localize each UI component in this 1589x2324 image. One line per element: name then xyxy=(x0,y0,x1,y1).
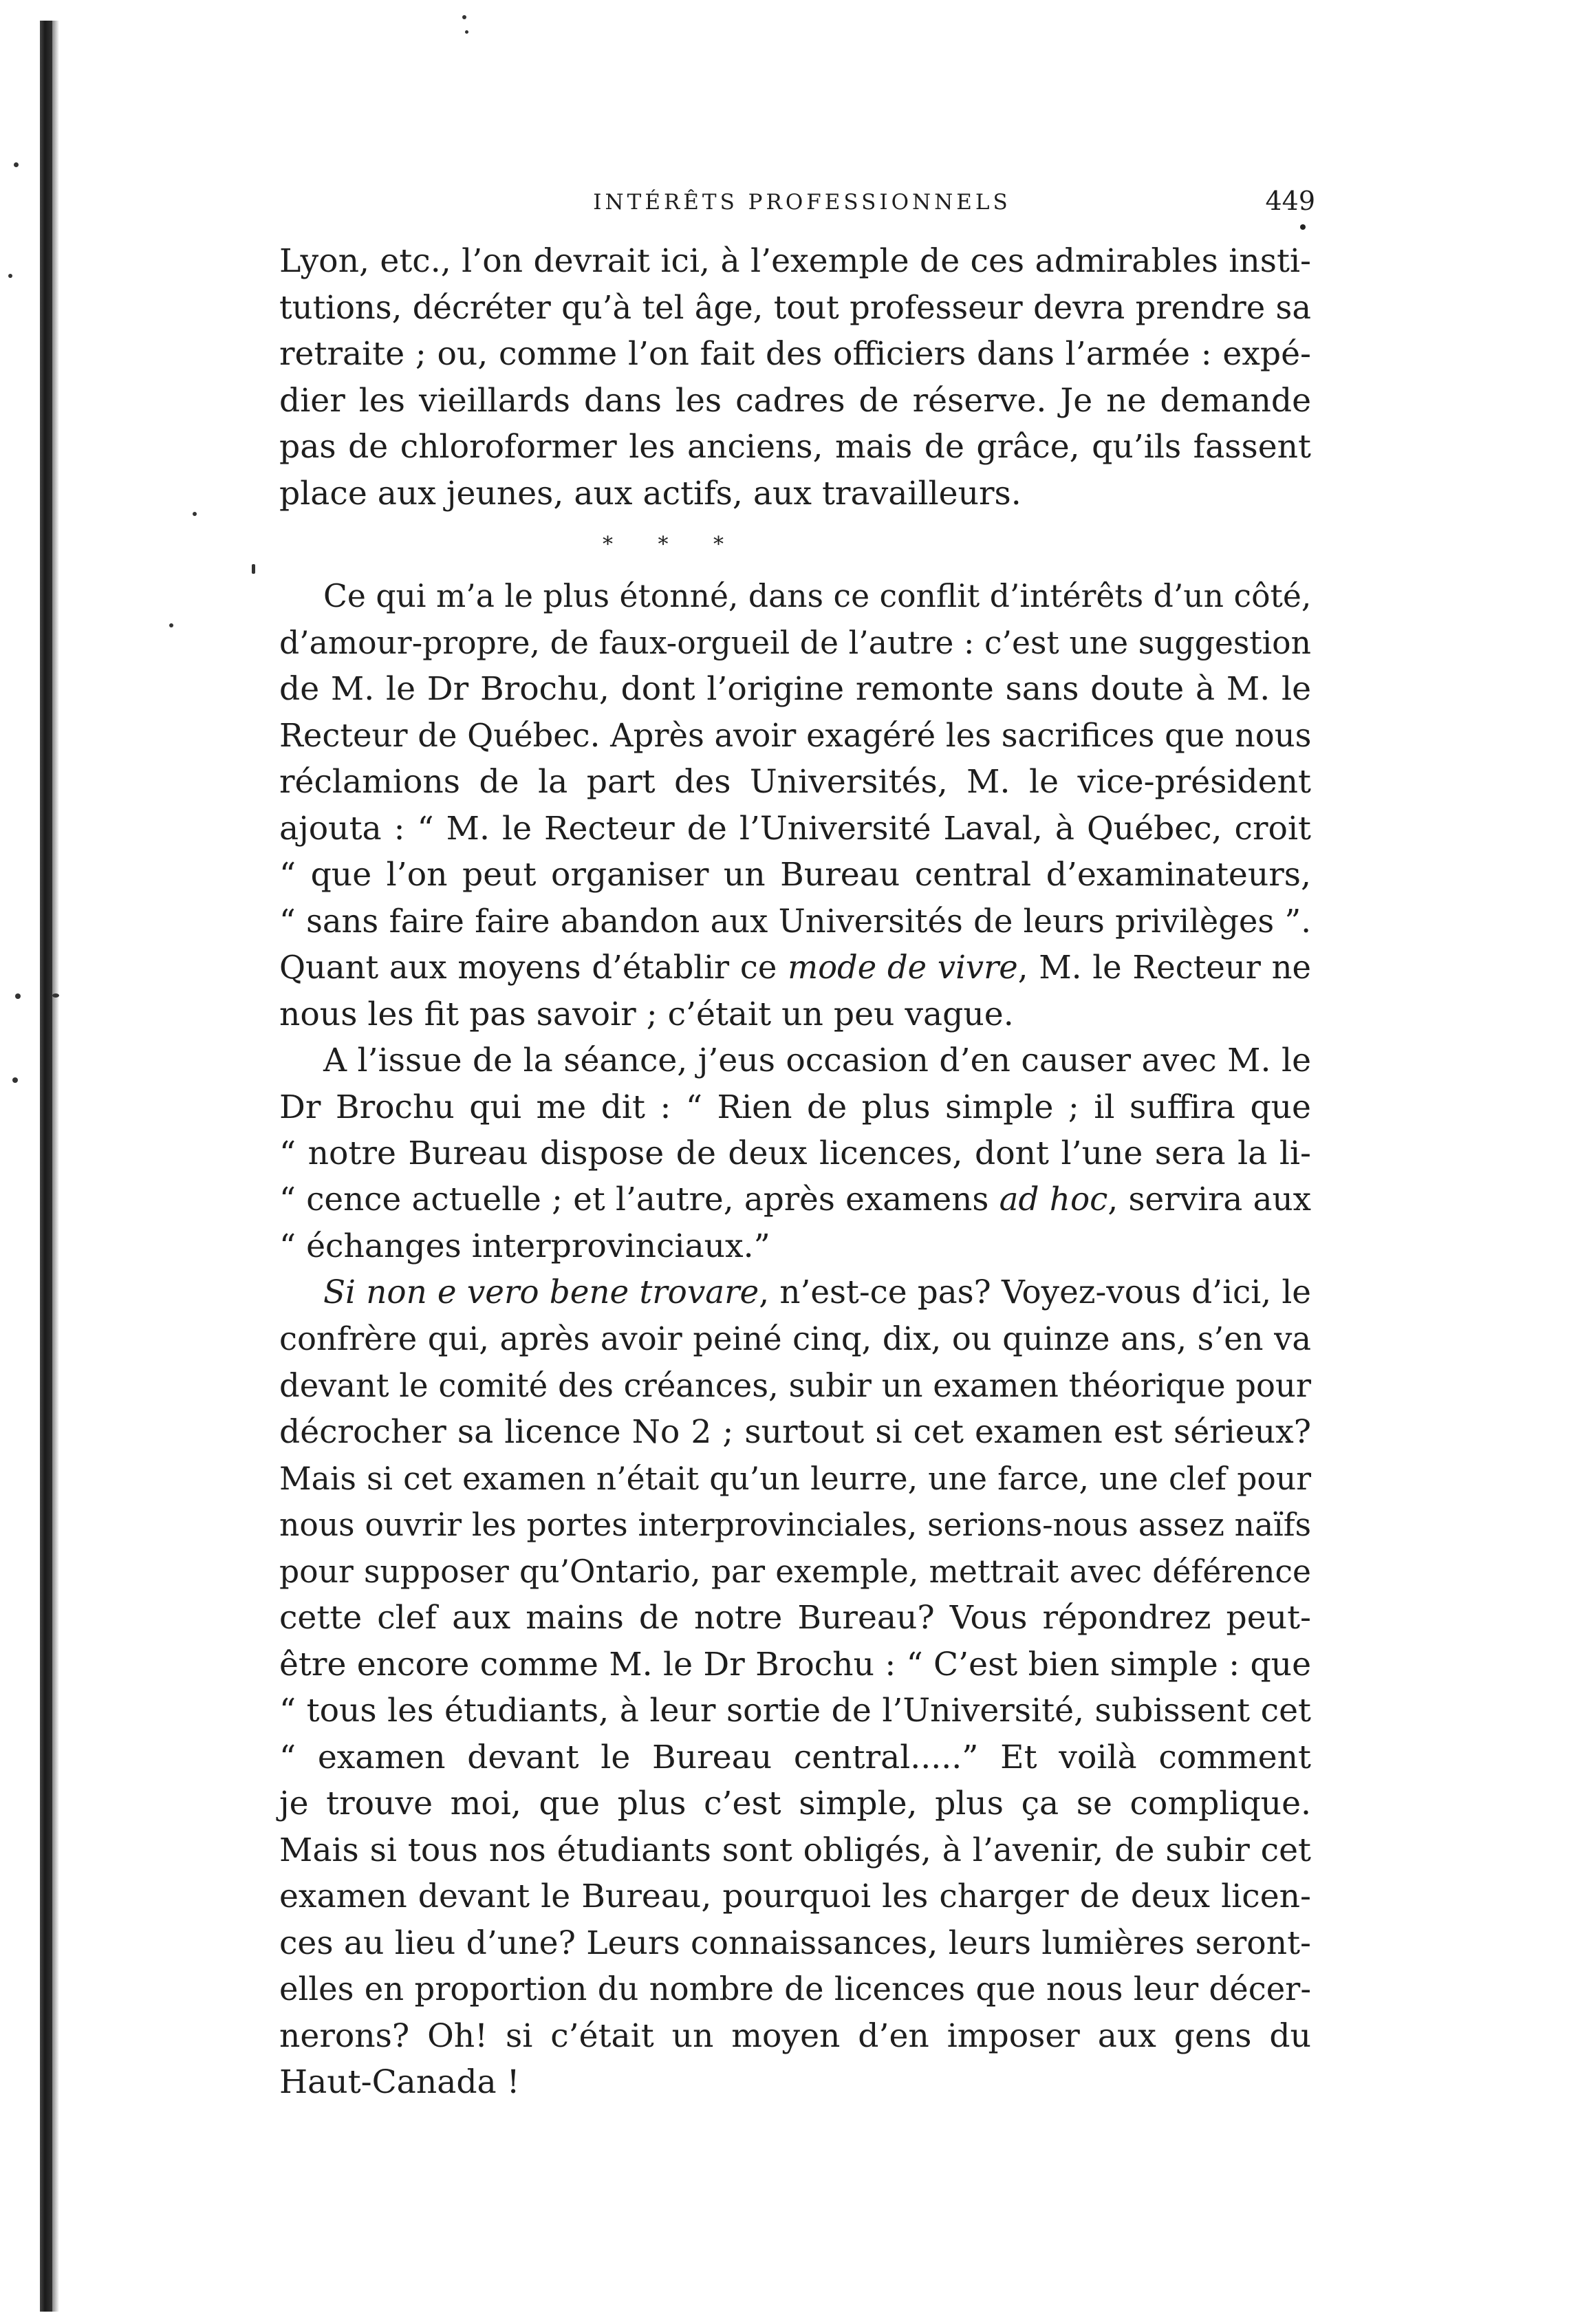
text-line: Si non e vero bene trovare, n’est-ce pas? Voyez-vous d’ici, le xyxy=(323,1273,1311,1311)
italic-phrase: Si non e vero bene trovare xyxy=(323,1273,759,1311)
text-line: nous les fit pas savoir ; c’était un peu vague. xyxy=(279,995,1014,1033)
text-line: Dr Brochu qui me dit : “ Rien de plus simple ; il suffira que xyxy=(279,1088,1311,1126)
paragraph-3 xyxy=(279,1037,1311,1270)
scan-speck xyxy=(8,274,12,278)
text-line: Recteur de Québec. Après avoir exagéré les sacrifices que nous xyxy=(279,716,1312,754)
text-line: cette clef aux mains de notre Bureau? Vous répondrez peut- xyxy=(279,1599,1311,1637)
scan-speck xyxy=(252,564,255,574)
book-page xyxy=(279,186,1315,2106)
text-line: “ examen devant le Bureau central.....” Et voilà comment xyxy=(279,1738,1311,1776)
paragraph-1 xyxy=(279,238,1311,517)
text-line: “ sans faire faire abandon aux Universités de leurs privilèges ”. xyxy=(279,902,1311,940)
scan-speck xyxy=(465,30,468,34)
text-line: Haut-Canada ! xyxy=(279,2063,520,2101)
text-line: je trouve moi, que plus c’est simple, plus ça se complique. xyxy=(279,1785,1311,1822)
scan-speck xyxy=(169,623,173,627)
text-line: retraite ; ou, comme l’on fait des officiers dans l’armée : expé- xyxy=(279,335,1311,373)
italic-phrase: mode de vivre xyxy=(788,949,1018,986)
text-line: Mais si tous nos étudiants sont obligés, à l’avenir, de subir cet xyxy=(279,1831,1311,1869)
text-line: tutions, décréter qu’à tel âge, tout professeur devra prendre sa xyxy=(279,288,1311,326)
text-line: “ notre Bureau dispose de deux licences, dont l’une sera la li- xyxy=(279,1134,1311,1172)
book-binding-edge xyxy=(40,21,52,2312)
text-line: ajouta : “ M. le Recteur de l’Université Laval, à Québec, croit xyxy=(279,809,1311,848)
body-text xyxy=(279,238,1311,2106)
text-line: dier les vieillards dans les cadres de réserve. Je ne demande xyxy=(279,381,1311,420)
text-line: Lyon, etc., l’on devrait ici, à l’exemple de ces admirables insti- xyxy=(279,242,1311,280)
text-line: elles en proportion du nombre de licences que nous leur décer- xyxy=(279,1970,1311,2008)
italic-phrase: ad hoc xyxy=(999,1181,1108,1218)
section-divider: * * * xyxy=(603,532,740,557)
scan-speck xyxy=(462,15,466,19)
text-line: “ tous les étudiants, à leur sortie de l’Université, subissent cet xyxy=(279,1692,1311,1730)
page-number: 449 xyxy=(1265,186,1315,216)
binding-shadow xyxy=(52,21,59,2312)
text-line: “ cence actuelle ; et l’autre, après examens ad hoc, servira aux xyxy=(279,1181,1311,1218)
text-line: place aux jeunes, aux actifs, aux travailleurs. xyxy=(279,474,1022,513)
paragraph-2 xyxy=(279,573,1311,1037)
text-line: de M. le Dr Brochu, dont l’origine remonte sans doute à M. le xyxy=(279,670,1311,708)
text-line: d’amour-propre, de faux-orgueil de l’autre : c’est une suggestion xyxy=(279,624,1311,661)
text-line: examen devant le Bureau, pourquoi les charger de deux licen- xyxy=(279,1878,1311,1915)
text-line: ces au lieu d’une? Leurs connaissances, leurs lumières seront- xyxy=(279,1924,1311,1962)
header-dot xyxy=(1300,224,1306,230)
scan-speck xyxy=(15,993,21,999)
text-line: nerons? Oh! si c’était un moyen d’en imposer aux gens du xyxy=(279,2016,1311,2055)
text-line: “ échanges interprovinciaux.” xyxy=(279,1227,770,1265)
scan-speck xyxy=(52,993,59,998)
text-line: nous ouvrir les portes interprovinciales, serions-nous assez naïfs xyxy=(279,1507,1311,1543)
text-line: être encore comme M. le Dr Brochu : “ C’est bien simple : que xyxy=(279,1645,1311,1683)
scan-speck xyxy=(14,162,19,167)
text-line: Quant aux moyens d’établir ce mode de vivre, M. le Recteur ne xyxy=(279,949,1311,986)
text-line: pour supposer qu’Ontario, par exemple, mettrait avec déférence xyxy=(279,1553,1311,1590)
text-line: devant le comité des créances, subir un examen théorique pour xyxy=(279,1366,1311,1404)
text-line: Mais si cet examen n’était qu’un leurre, une farce, une clef pour xyxy=(279,1460,1311,1497)
text-line: réclamions de la part des Universités, M. le vice-président xyxy=(279,763,1311,801)
text-line: pas de chloroformer les anciens, mais de grâce, qu’ils fassent xyxy=(279,428,1311,466)
text-line: A l’issue de la séance, j’eus occasion d’en causer avec M. le xyxy=(323,1042,1311,1079)
text-line: Ce qui m’a le plus étonné, dans ce conflit d’intérêts d’un côté, xyxy=(323,578,1312,614)
running-title: INTÉRÊTS PROFESSIONNELS xyxy=(593,190,1011,215)
scan-speck xyxy=(193,512,197,516)
scan-speck xyxy=(12,1077,18,1083)
text-line: décrocher sa licence No 2 ; surtout si cet examen est sérieux? xyxy=(279,1413,1311,1451)
page-header xyxy=(289,186,1315,234)
text-line: confrère qui, après avoir peiné cinq, dix, ou quinze ans, s’en va xyxy=(279,1320,1311,1357)
paragraph-4 xyxy=(279,1270,1311,2106)
text-line: “ que l’on peut organiser un Bureau central d’examinateurs, xyxy=(279,856,1311,894)
